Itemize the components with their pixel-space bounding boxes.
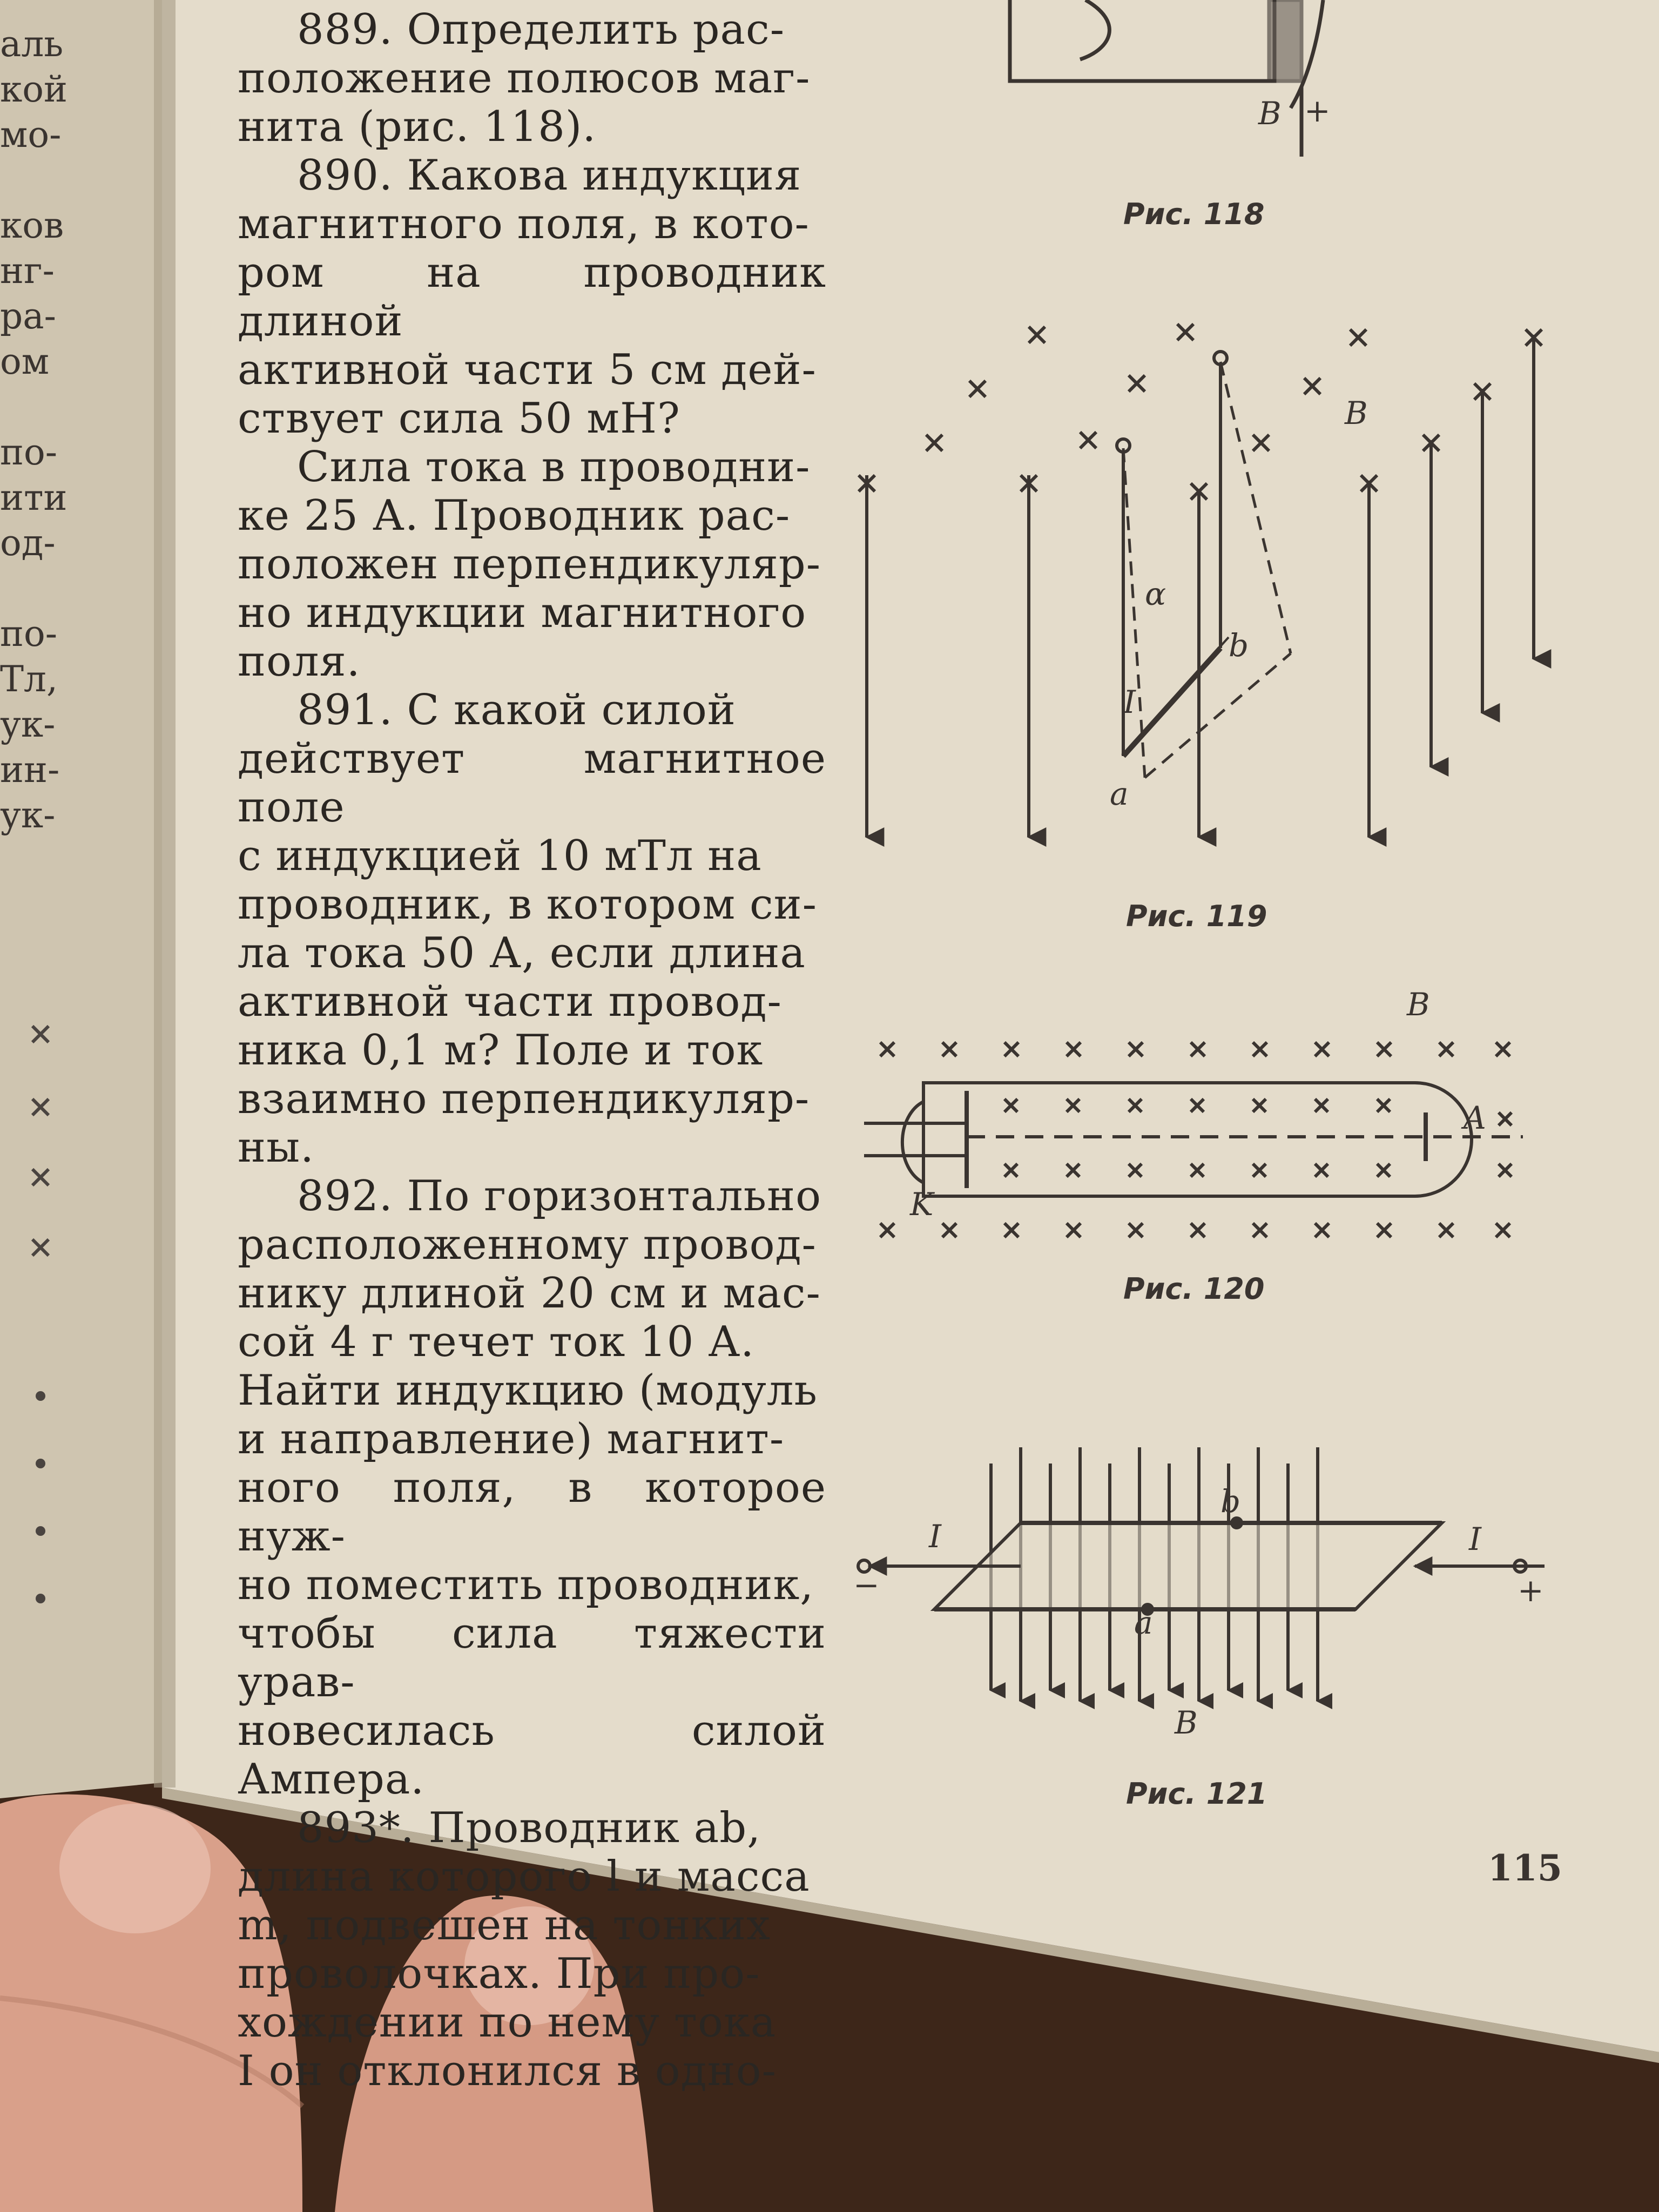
text-line: 892. По горизонтально (297, 1172, 822, 1220)
text-line: Сила тока в проводни- (297, 443, 811, 491)
fragment-line: од- (0, 522, 56, 564)
text-line: положение полюсов маг- (238, 54, 811, 103)
conductor-edge (1131, 637, 1229, 745)
problem-891 (238, 686, 826, 1172)
page-number: 115 (1488, 1847, 1562, 1889)
text-line: сой 4 г течет ток 10 А. (238, 1318, 755, 1366)
deflected-conductor (1145, 653, 1291, 778)
label-b: b (1229, 627, 1249, 664)
caption-fig118: Рис. 118 (1123, 197, 1265, 231)
text-line: хождении по нему тока (238, 1998, 777, 2047)
text-line: с индукцией 10 мТл на (238, 832, 762, 880)
fragment-line: ом (0, 341, 50, 382)
cathode (902, 1102, 923, 1183)
text-line: проводник, в котором си- (238, 880, 818, 929)
text-line: 893*. Проводник ab, (297, 1804, 761, 1852)
label-right-current: I (1469, 1521, 1481, 1557)
fragment-line (0, 566, 86, 611)
caption-fig119: Рис. 119 (1126, 899, 1267, 933)
label-b: B (1258, 95, 1282, 132)
fragment-line: ра- (0, 295, 56, 337)
text-line: ны. (238, 1123, 314, 1172)
text-line: ке 25 А. Проводник рас- (238, 491, 791, 540)
field-crosses-bottom (880, 1223, 1510, 1237)
fragment-line: нг- (0, 250, 55, 292)
label-field-b: B (1345, 395, 1368, 431)
fragment-line: Тл, (0, 658, 58, 700)
fragment-line: по- (0, 431, 58, 473)
text-line: Найти индукцию (модуль (238, 1366, 818, 1415)
figure-119 (842, 302, 1566, 869)
label-a: a (1110, 775, 1129, 812)
text-line: расположенному провод- (238, 1220, 817, 1269)
text-line: m, подвешен на тонких (238, 1901, 771, 1950)
caption-fig120: Рис. 120 (1123, 1272, 1265, 1306)
fragment-line: аль (0, 23, 64, 65)
text-line: поля. (238, 637, 361, 686)
text-line: нита (рис. 118). (238, 103, 597, 151)
fragment-line: кой (0, 69, 68, 110)
field-crosses (926, 324, 1366, 451)
figure-118 (972, 0, 1458, 178)
text-line: ного поля, в которое нуж- (238, 1464, 826, 1561)
label-plus: + (1518, 1572, 1544, 1609)
magnet-hatched-side (1269, 0, 1301, 81)
deflected-wire (1220, 362, 1291, 653)
text-line: чтобы сила тяжести урав- (238, 1609, 826, 1707)
figure-121 (842, 1431, 1555, 1750)
problem-890 (238, 151, 826, 686)
problems-text (238, 5, 826, 2095)
problem-893 (238, 1804, 826, 2095)
label-plus: + (1304, 92, 1331, 129)
wire-curve (1080, 0, 1109, 59)
magnet-frame-outline (1010, 0, 1274, 81)
label-left-current: I (929, 1518, 941, 1555)
text-line: магнитного поля, в кото- (238, 200, 810, 248)
fragment-line (0, 158, 86, 203)
fragment-line: ук- (0, 794, 56, 836)
label-a: a (1134, 1604, 1153, 1641)
text-line: проволочках. При про- (238, 1950, 760, 1998)
label-alpha: α (1145, 576, 1166, 612)
text-line: длина которого l и масса (238, 1852, 810, 1901)
fragment-line: ин- (0, 749, 60, 791)
label-minus: − (853, 1567, 880, 1603)
figure-120 (853, 977, 1550, 1258)
label-b: b (1220, 1483, 1241, 1520)
text-line: I он отклонился в одно- (238, 2047, 777, 2095)
caption-fig121: Рис. 121 (1126, 1777, 1267, 1811)
text-line: но поместить проводник, (238, 1561, 814, 1609)
text-line: взаимно перпендикуляр- (238, 1075, 810, 1123)
text-line: активной части провод- (238, 977, 782, 1026)
text-line: действует магнитное поле (238, 734, 826, 832)
text-line: 890. Какова индукция (297, 151, 802, 200)
problem-889 (238, 5, 826, 151)
label-a: A (1464, 1100, 1486, 1136)
fragment-line: ук- (0, 704, 56, 745)
text-line: положен перпендикуляр- (238, 540, 821, 589)
text-line: новесилась силой Ампера. (238, 1707, 826, 1804)
problem-892 (238, 1172, 826, 1804)
fragment-line: ити (0, 477, 68, 518)
text-line: ром на проводник длиной (238, 248, 826, 346)
label-current: I (1123, 684, 1136, 720)
text-line: но индукции магнитного (238, 589, 807, 637)
text-line: нику длиной 20 см и мас- (238, 1269, 821, 1318)
text-line: ника 0,1 м? Поле и ток (238, 1026, 764, 1075)
label-field-b: B (1407, 986, 1430, 1023)
deflected-wire (1123, 448, 1145, 778)
text-line: ствует сила 50 мН? (238, 394, 680, 443)
label-field-b: B (1175, 1704, 1198, 1741)
text-line: и направление) магнит- (238, 1415, 785, 1464)
fragment-line: ков (0, 205, 64, 246)
left-page-fragments (0, 22, 86, 838)
text-line: 889. Определить рас- (297, 5, 785, 54)
text-line: 891. С какой силой (297, 686, 736, 734)
fragment-line (0, 385, 86, 430)
field-crosses-top (880, 1042, 1510, 1056)
text-line: активной части 5 см дей- (238, 346, 817, 394)
text-line: ла тока 50 А, если длина (238, 929, 806, 977)
label-k: K (910, 1186, 934, 1223)
fragment-line: мо- (0, 114, 62, 156)
fragment-line: по- (0, 613, 58, 655)
